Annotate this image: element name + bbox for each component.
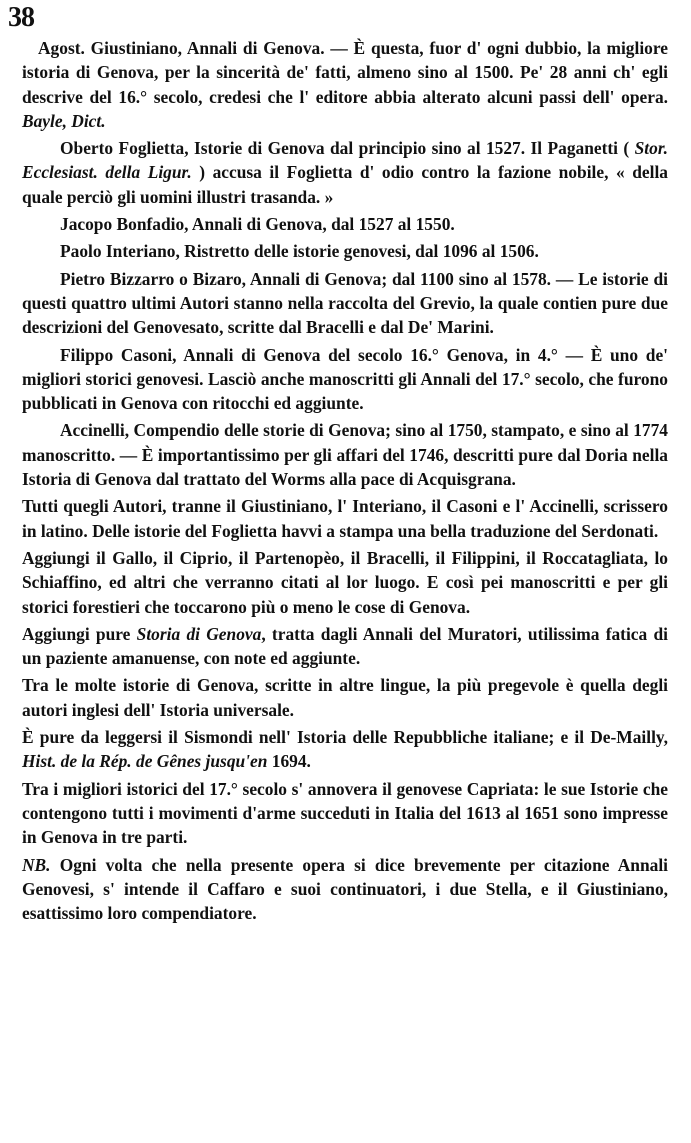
paragraph-casoni xyxy=(22,343,668,416)
paragraph-nota-bene xyxy=(22,853,668,926)
paragraph-bonfadio xyxy=(22,212,668,236)
paragraph-foglietta xyxy=(22,136,668,209)
paragraph-giustiniano xyxy=(22,36,668,133)
paragraph-bizzarro xyxy=(22,267,668,340)
paragraph-autori-latino xyxy=(22,494,668,543)
paragraph-text: Pietro Bizzarro o Bizaro, Annali di Genova; dal 1100 sino al 1578. — Le istorie di questi quattro ultimi Autori stanno nella raccolta del Grevio, la quale contien pure due descrizioni del Genovesato, scritte dal Bracelli e dal De' Marini. xyxy=(22,268,668,338)
body-text xyxy=(22,36,668,928)
paragraph-text: Oberto Foglietta, Istorie di Genova dal principio sino al 1527. Il Paganetti ( xyxy=(60,138,635,159)
paragraph-interiano xyxy=(22,239,668,263)
paragraph-text-tail: 1694. xyxy=(267,751,311,772)
paragraph-text-tail: ) accusa il Foglietta d' odio contro la fazione nobile, « della quale perciò gli uomini illustri trasanda. » xyxy=(22,162,668,207)
paragraph-citation: Stor. Ecclesiast. della Ligur. xyxy=(22,138,668,183)
paragraph-text: Filippo Casoni, Annali di Genova del secolo 16.° Genova, in 4.° — È uno de' migliori storici genovesi. Lasciò anche manoscritti gli Annali del 17.° secolo, che furono pubblicati in Genova con ritocchi ed aggiunte. xyxy=(22,344,668,414)
paragraph-text: Aggiungi pure xyxy=(22,623,137,644)
paragraph-citation: Bayle, Dict. xyxy=(22,110,106,131)
paragraph-text: Paolo Interiano, Ristretto delle istorie genovesi, dal 1096 al 1506. xyxy=(60,241,539,262)
paragraph-citation: Hist. de la Rép. de Gênes jusqu'en xyxy=(22,751,268,772)
paragraph-text: È pure da leggersi il Sismondi nell' Istoria delle Repubbliche italiane; e il De-Mailly, xyxy=(22,727,668,748)
paragraph-text: Tra le molte istorie di Genova, scritte in altre lingue, la più pregevole è quella degli autori inglesi dell' Istoria universale. xyxy=(22,675,668,720)
paragraph-accinelli xyxy=(22,418,668,491)
paragraph-text-tail: , tratta dagli Annali del Muratori, utilissima fatica di un paziente amanuense, con note ed aggiunte. xyxy=(22,623,668,669)
paragraph-altre-lingue xyxy=(22,673,668,722)
paragraph-text: Aggiungi il Gallo, il Ciprio, il Partenopèo, il Bracelli, il Filippini, il Roccatagliata, lo Schiaffino, ed altri che verranno citati al lor luogo. E così pei manoscritti e per gli storici forestieri che toccarono più o meno le cose di Genova. xyxy=(22,547,668,617)
paragraph-citation: Storia di Genova xyxy=(136,623,262,644)
paragraph-sismondi xyxy=(22,725,668,774)
paragraph-text: Agost. Giustiniano, Annali di Genova. — È questa, fuor d' ogni dubbio, la migliore istoria di Genova, per la sincerità de' fatti, almeno sino al 1500. Pe' 28 anni ch' egli descrive del 16.° secolo, credesi che l' editore abbia alterato alcuni passi dell' opera. xyxy=(22,38,668,107)
nota-bene-label: NB. xyxy=(22,854,51,875)
paragraph-text: Tutti quegli Autori, tranne il Giustiniano, l' Interiano, il Casoni e l' Accinelli, scrissero in latino. Delle istorie del Foglietta havvi a stampa una bella traduzione del Serdonati. xyxy=(22,496,668,541)
paragraph-capriata xyxy=(22,777,668,850)
paragraph-storia-di-genova xyxy=(22,622,668,671)
paragraph-text: Jacopo Bonfadio, Annali di Genova, dal 1527 al 1550. xyxy=(60,214,455,235)
page-number: 38 xyxy=(8,2,34,33)
paragraph-text: Tra i migliori istorici del 17.° secolo s' annovera il genovese Capriata: le sue Istorie che contengono tutti i movimenti d'arme succeduti in Italia del 1613 al 1651 sono impresse in Genova in tre parti. xyxy=(22,778,668,848)
paragraph-aggiungi-gallo xyxy=(22,546,668,619)
paragraph-text-tail: Ogni volta che nella presente opera si dice brevemente per citazione Annali Genovesi, s' intende il Caffaro e suoi continuatori, i due Stella, e il Giustiniano, esattissimo loro compendiatore. xyxy=(22,854,668,924)
paragraph-text: Accinelli, Compendio delle storie di Genova; sino al 1750, stampato, e sino al 1774 manoscritto. — È importantissimo per gli affari del 1746, descritti pure dal Doria nella Istoria di Genova dal trattato del Worms alla pace di Acquisgrana. xyxy=(22,420,668,490)
